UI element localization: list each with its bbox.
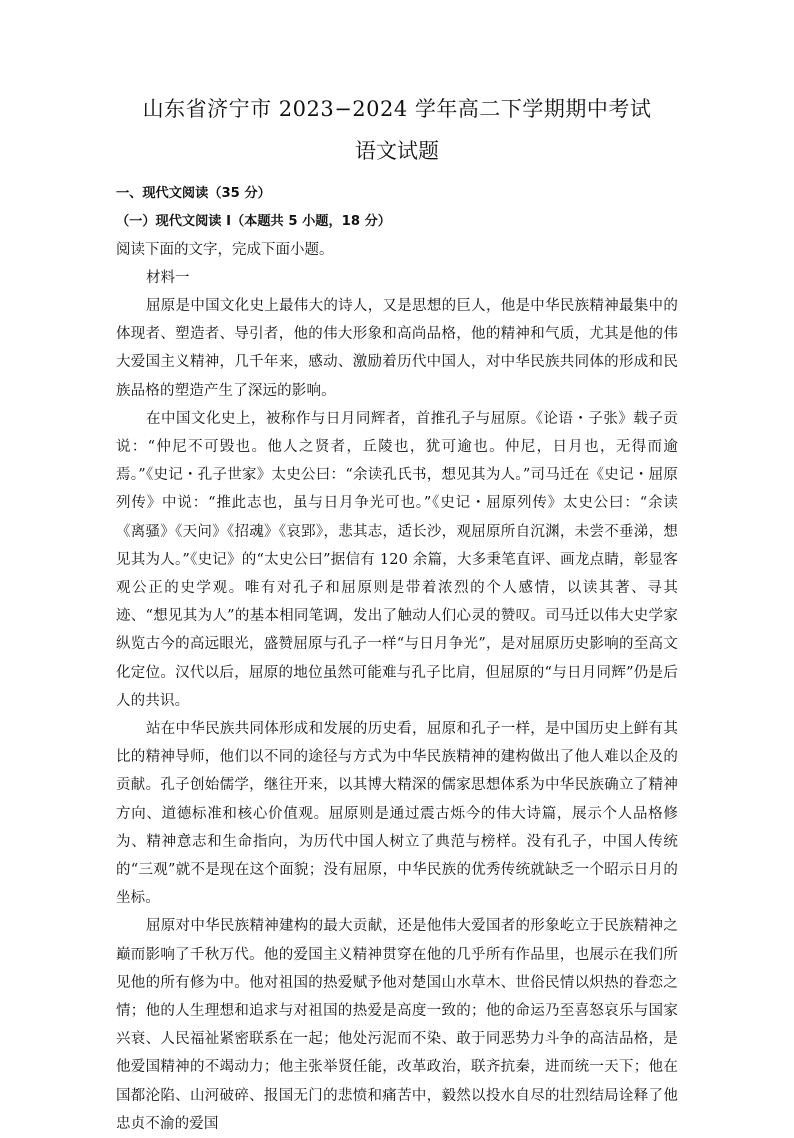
document-title: 山东省济宁市 2023−2024 学年高二下学期期中考试 — [142, 97, 652, 121]
section-subheading: （一）现代文阅读 I（本题共 5 小题，18 分） — [116, 214, 391, 229]
reading-instruction: 阅读下面的文字，完成下面小题。 — [116, 242, 334, 258]
paragraph: 屈原是中国文化史上最伟大的诗人，又是思想的巨人，他是中华民族精神最集中的体现者、塑造者、导引者，他的伟大形象和高尚品格，他的精神和气质，尤其是他的伟大爱国主义精神，几千年来，感动、激励着历代中国人，对中华民族共同体的形成和民族品格的塑造产生了深远的影响。 — [116, 298, 678, 399]
paragraph: 在中国文化史上，被称作与日月同辉者，首推孔子与屈原。《论语・子张》载子贡说：“仲尼不可毁也。他人之贤者，丘陵也，犹可逾也。仲尼，日月也，无得而逾焉。”《史记・孔子世家》太史公曰：“余读孔氏书，想见其为人。”司马迁在《史记・屈原列传》中说：“推此志也，虽与日月争光可也。”《史记・屈原列传》太史公曰：“余读《离骚》《天问》《招魂》《哀郢》，悲其志，适长沙，观屈原所自沉渊，未尝不垂涕，想见其为人。”《史记》的“太史公曰”据信有 120 余篇，大多秉笔直评、画龙点睛，彰显客观公正的史学观。唯有对孔子和屈原则是带着浓烈的个人感情，以读其著、寻其迹、“想见其为人”的基本相同笔调，发出了触动人们心灵的赞叹。司马迁以伟大史学家纵览古今的高远眼光，盛赞屈原与孔子一样“与日月争光”，是对屈原历史影响的至高文化定位。汉代以后，屈原的地位虽然可能难与孔子比肩，但屈原的“与日月同辉”仍是后人的共识。 — [116, 410, 678, 709]
paragraph: 站在中华民族共同体形成和发展的历史看，屈原和孔子一样，是中国历史上鲜有其比的精神导师，他们以不同的途径与方式为中华民族精神的建构做出了他人难以企及的贡献。孔子创始儒学，继往开来，以其博大精深的儒家思想体系为中华民族确立了精神方向、道德标准和核心价值观。屈原则是通过震古烁今的伟大诗篇，展示个人品格修为、精神意志和生命指向，为历代中国人树立了典范与榜样。没有孔子，中国人传统的“三观”就不是现在这个面貌；没有屈原，中华民族的优秀传统就缺乏一个昭示日月的坐标。 — [116, 721, 678, 907]
paragraph: 屈原对中华民族精神建构的最大贡献，还是他伟大爱国者的形象屹立于民族精神之巅而影响了千秋万代。他的爱国主义精神贯穿在他的几乎所有作品里，也展示在我们所见他的所有修为中。他对祖国的热爱赋予他对楚国山水草木、世俗民情以炽热的眷恋之情；他的人生理想和追求与对祖国的热爱是高度一致的；他的命运乃至喜怒哀乐与国家兴衰、人民福祉紧密联系在一起；他处污泥而不染、敢于同恶势力斗争的高洁品格，是他爱国精神的不竭动力；他主张举贤任能，改革政治，联齐抗秦，进而统一天下；他在国都沦陷、山河破碎、报国无门的悲愤和痛苦中，毅然以投水自尽的壮烈结局诠释了他忠贞不渝的爱国 — [116, 918, 678, 1132]
document-subtitle: 语文试题 — [355, 139, 439, 163]
material-label: 材料一 — [146, 270, 190, 286]
section-heading: 一、现代文阅读（35 分） — [116, 186, 271, 201]
